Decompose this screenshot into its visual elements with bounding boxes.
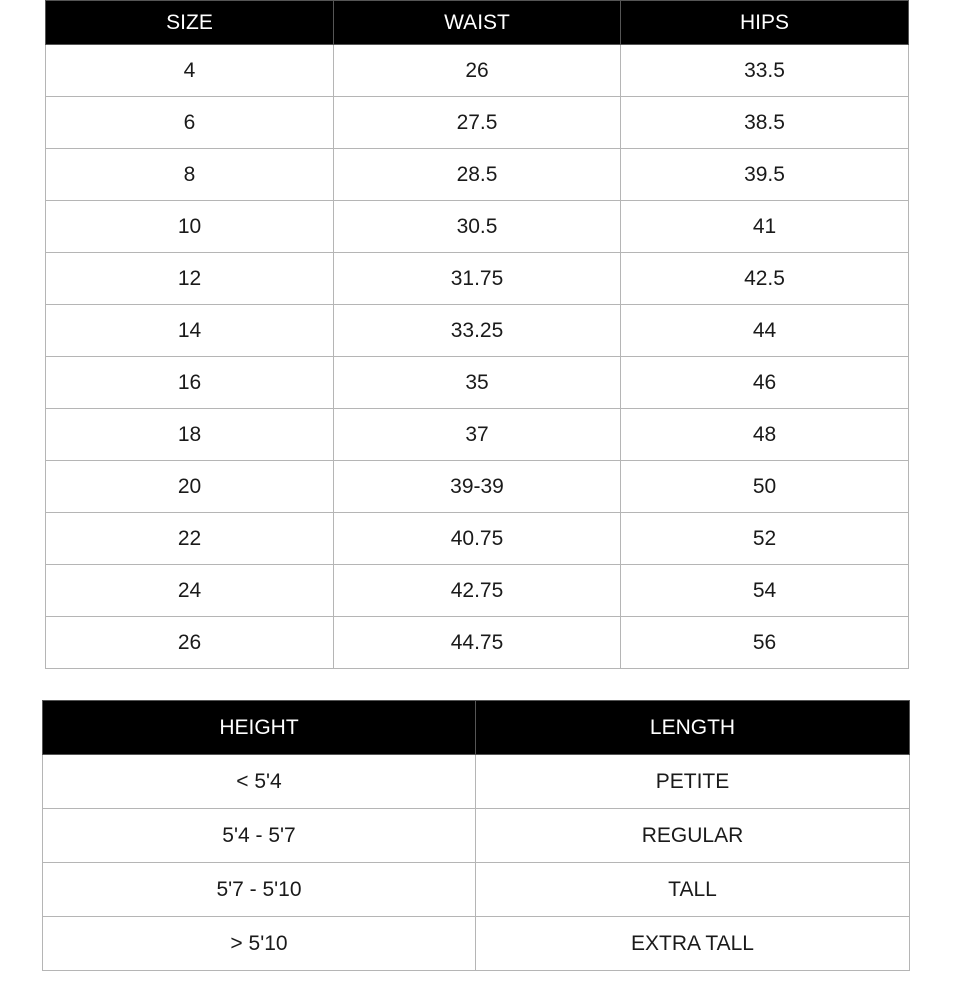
hips-cell: 39.5 bbox=[621, 149, 909, 201]
waist-cell: 42.75 bbox=[334, 565, 621, 617]
length-cell: REGULAR bbox=[476, 809, 910, 863]
header-size: SIZE bbox=[46, 1, 334, 45]
length-cell: TALL bbox=[476, 863, 910, 917]
hips-cell: 50 bbox=[621, 461, 909, 513]
size-cell: 22 bbox=[46, 513, 334, 565]
table-row bbox=[46, 461, 909, 513]
height-cell: > 5'10 bbox=[43, 917, 476, 971]
height-cell: 5'7 - 5'10 bbox=[43, 863, 476, 917]
size-cell: 14 bbox=[46, 305, 334, 357]
waist-cell: 40.75 bbox=[334, 513, 621, 565]
table-row bbox=[46, 253, 909, 305]
table-row bbox=[43, 917, 910, 971]
table-row bbox=[46, 617, 909, 669]
waist-cell: 27.5 bbox=[334, 97, 621, 149]
hips-cell: 56 bbox=[621, 617, 909, 669]
length-chart-table bbox=[42, 700, 910, 971]
height-cell: < 5'4 bbox=[43, 755, 476, 809]
table-row bbox=[46, 149, 909, 201]
length-cell: PETITE bbox=[476, 755, 910, 809]
waist-cell: 37 bbox=[334, 409, 621, 461]
header-waist: WAIST bbox=[334, 1, 621, 45]
waist-cell: 26 bbox=[334, 45, 621, 97]
header-length: LENGTH bbox=[476, 701, 910, 755]
size-cell: 26 bbox=[46, 617, 334, 669]
size-cell: 16 bbox=[46, 357, 334, 409]
table-row bbox=[46, 45, 909, 97]
table-row bbox=[46, 201, 909, 253]
hips-cell: 41 bbox=[621, 201, 909, 253]
hips-cell: 42.5 bbox=[621, 253, 909, 305]
length-cell: EXTRA TALL bbox=[476, 917, 910, 971]
waist-cell: 31.75 bbox=[334, 253, 621, 305]
table-row bbox=[43, 863, 910, 917]
waist-cell: 33.25 bbox=[334, 305, 621, 357]
waist-cell: 39-39 bbox=[334, 461, 621, 513]
waist-cell: 35 bbox=[334, 357, 621, 409]
waist-cell: 30.5 bbox=[334, 201, 621, 253]
hips-cell: 48 bbox=[621, 409, 909, 461]
size-chart-table bbox=[45, 0, 909, 669]
size-cell: 24 bbox=[46, 565, 334, 617]
header-hips: HIPS bbox=[621, 1, 909, 45]
length-chart-header-row bbox=[43, 701, 910, 755]
table-row bbox=[43, 755, 910, 809]
table-row bbox=[46, 305, 909, 357]
hips-cell: 44 bbox=[621, 305, 909, 357]
size-cell: 4 bbox=[46, 45, 334, 97]
table-row bbox=[46, 97, 909, 149]
height-cell: 5'4 - 5'7 bbox=[43, 809, 476, 863]
hips-cell: 54 bbox=[621, 565, 909, 617]
size-chart-header-row bbox=[46, 1, 909, 45]
size-cell: 20 bbox=[46, 461, 334, 513]
waist-cell: 44.75 bbox=[334, 617, 621, 669]
size-cell: 12 bbox=[46, 253, 334, 305]
hips-cell: 52 bbox=[621, 513, 909, 565]
size-cell: 18 bbox=[46, 409, 334, 461]
size-cell: 6 bbox=[46, 97, 334, 149]
table-row bbox=[46, 565, 909, 617]
size-cell: 10 bbox=[46, 201, 334, 253]
header-height: HEIGHT bbox=[43, 701, 476, 755]
table-row bbox=[43, 809, 910, 863]
table-row bbox=[46, 409, 909, 461]
hips-cell: 46 bbox=[621, 357, 909, 409]
size-cell: 8 bbox=[46, 149, 334, 201]
hips-cell: 38.5 bbox=[621, 97, 909, 149]
table-row bbox=[46, 513, 909, 565]
hips-cell: 33.5 bbox=[621, 45, 909, 97]
table-row bbox=[46, 357, 909, 409]
waist-cell: 28.5 bbox=[334, 149, 621, 201]
